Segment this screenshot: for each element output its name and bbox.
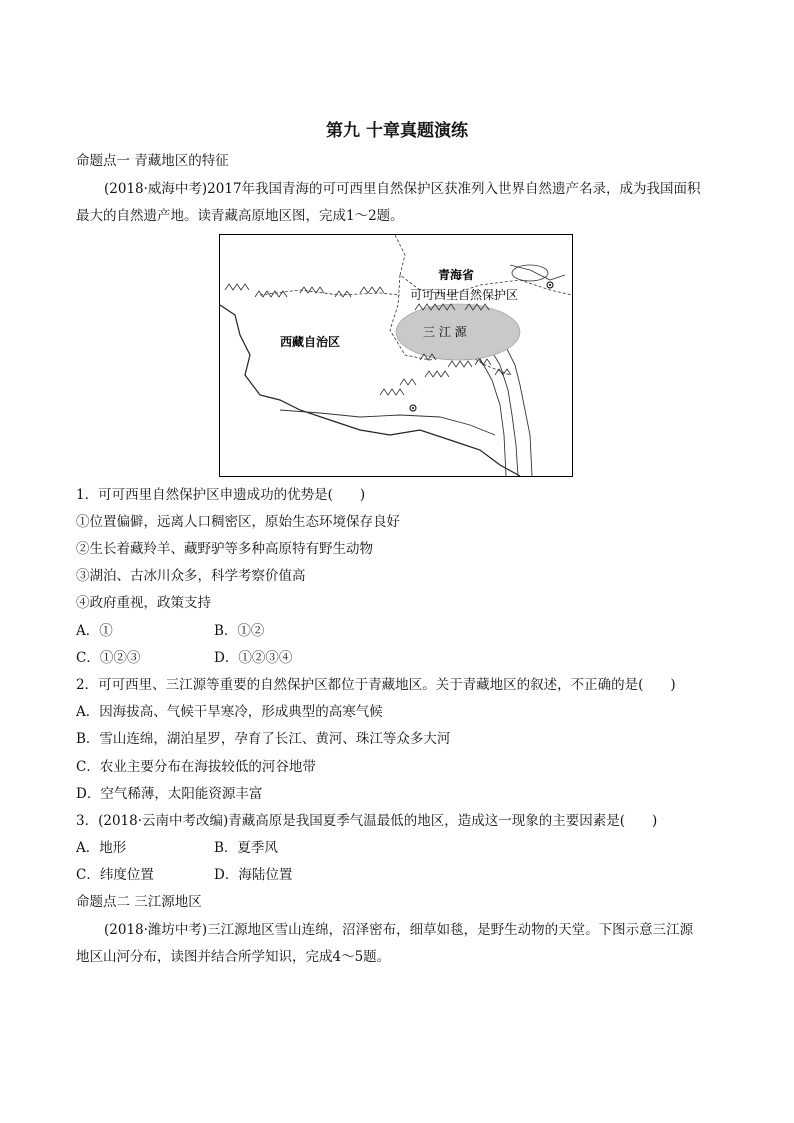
map-label-qinghai: 青海省 <box>438 268 475 282</box>
q3-option-c: C．纬度位置 <box>76 867 154 883</box>
qinghai-tibet-map <box>219 234 573 477</box>
q1-statement-2: ②生长着藏羚羊、藏野驴等多种高原特有野生动物 <box>76 541 373 557</box>
q1-option-c: C．①②③ <box>76 650 141 666</box>
section2-heading: 命题点二 三江源地区 <box>76 894 202 910</box>
qinghai-lake <box>512 265 548 281</box>
map-label-sanjiangyuan: 三 江 源 <box>423 325 467 339</box>
q2-stem: 2．可可西里、三江源等重要的自然保护区都位于青藏地区。关于青藏地区的叙述，不正确的是( ) <box>76 677 676 693</box>
map-label-kekexili: 可可西里自然保护区 <box>410 288 519 302</box>
q1-statement-3: ③湖泊、古冰川众多，科学考察价值高 <box>76 568 306 584</box>
q1-statement-1: ①位置偏僻，远离人口稠密区，原始生态环境保存良好 <box>76 514 400 530</box>
q1-option-d: D．①②③④ <box>214 650 293 666</box>
section1-heading: 命题点一 青藏地区的特征 <box>76 153 229 169</box>
section1-intro-line2: 最大的自然遗产地。读青藏高原地区图，完成1～2题。 <box>76 208 404 224</box>
q1-option-a: A．① <box>76 623 113 639</box>
q1-option-b: B．①② <box>214 623 265 639</box>
q3-option-a: A．地形 <box>76 840 127 856</box>
q3-option-b: B．夏季风 <box>214 840 278 856</box>
q2-option-a: A．因海拔高、气候干旱寒冷，形成典型的高寒气候 <box>76 704 383 720</box>
section2-intro-line1: (2018·潍坊中考)三江源地区雪山连绵，沼泽密布，细草如毯，是野生动物的天堂。下图示意三江源 <box>104 922 694 938</box>
map-label-xizang: 西藏自治区 <box>280 335 341 349</box>
q1-statement-4: ④政府重视，政策支持 <box>76 595 211 611</box>
q1-stem: 1．可可西里自然保护区申遗成功的优势是( ) <box>76 487 366 503</box>
page-title: 第九 十章真题演练 <box>326 121 468 141</box>
q2-option-b: B．雪山连绵，湖泊星罗，孕育了长江、黄河、珠江等众多大河 <box>76 731 451 747</box>
northern-border <box>395 235 572 295</box>
q2-option-c: C．农业主要分布在海拔较低的河谷地带 <box>76 759 316 775</box>
q2-option-d: D．空气稀薄，太阳能资源丰富 <box>76 786 263 802</box>
q3-stem: 3．(2018·云南中考改编)青藏高原是我国夏季气温最低的地区，造成这一现象的主要因素是( ) <box>76 813 658 829</box>
section2-intro-line2: 地区山河分布，读图并结合所学知识，完成4～5题。 <box>76 949 391 965</box>
section1-intro-line1: (2018·威海中考)2017年我国青海的可可西里自然保护区获准列入世界自然遗产名录，成为我国面积 <box>104 181 701 197</box>
q3-option-d: D．海陆位置 <box>214 867 293 883</box>
